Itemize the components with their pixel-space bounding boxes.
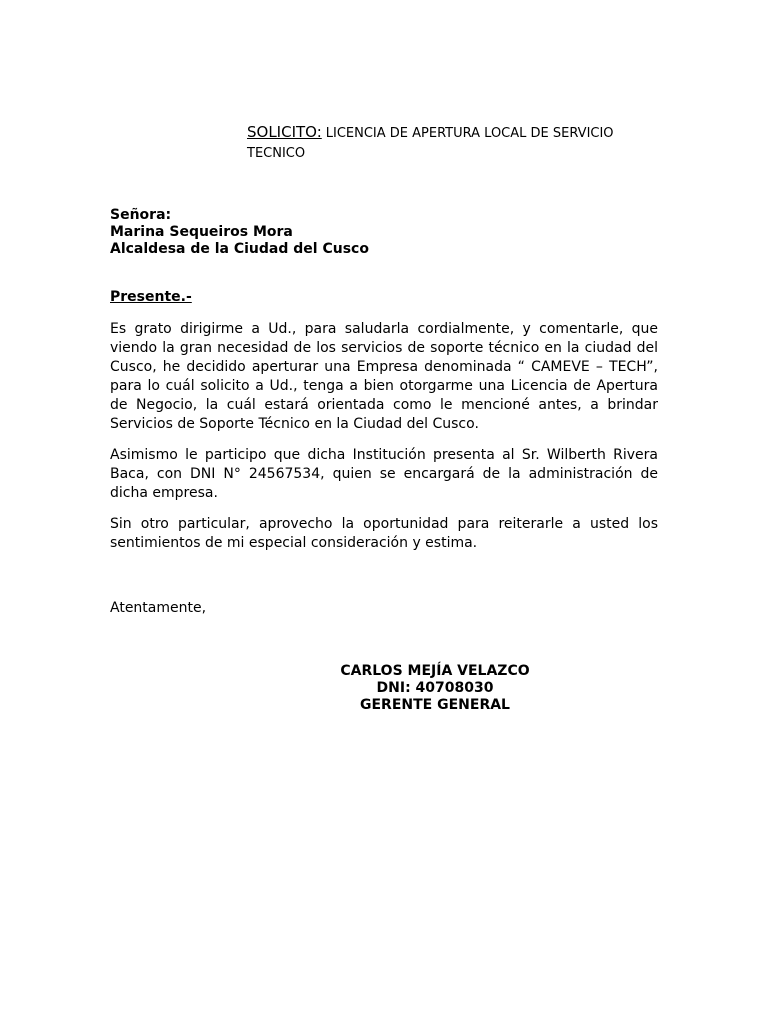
recipient-name: Marina Sequeiros Mora	[110, 224, 293, 240]
subject-text: LICENCIA DE APERTURA LOCAL DE SERVICIO TECNICO	[247, 126, 614, 161]
body-paragraph-1: Es grato dirigirme a Ud., para saludarla cordialmente, y comentarle, que viendo la gran necesidad de los servicios de soporte técnico en la ciudad del Cusco, he decidido aperturar una Empresa denominada “ CAMEVE – TECH”, para lo cuál solicito a Ud., tenga a bien otorgarme una Licencia de Apertura de Negocio, la cuál estará orientada como le mencioné antes, a brindar Servicios de Soporte Técnico en la Ciudad del Cusco.	[110, 321, 658, 432]
subject-label: SOLICITO:	[247, 123, 322, 141]
signature-dni: DNI: 40708030	[376, 680, 494, 696]
presente-heading: Presente.-	[110, 289, 192, 305]
closing-text: Atentamente,	[110, 600, 207, 616]
body-paragraph-2: Asimismo le participo que dicha Institución presenta al Sr. Wilberth Rivera Baca, con DNI N° 24567534, quien se encargará de la administración de dicha empresa.	[110, 447, 658, 501]
recipient-title: Alcaldesa de la Ciudad del Cusco	[110, 241, 369, 257]
letter-body	[110, 320, 658, 565]
recipient-block	[110, 207, 369, 258]
signature-name: CARLOS MEJÍA VELAZCO	[340, 663, 530, 679]
subject-block	[247, 122, 647, 164]
recipient-salutation: Señora:	[110, 207, 172, 223]
signature-block	[285, 663, 585, 714]
body-paragraph-3: Sin otro particular, aprovecho la oportunidad para reiterarle a usted los sentimientos de mi especial consideración y estima.	[110, 516, 658, 551]
signature-position: GERENTE GENERAL	[360, 697, 510, 713]
